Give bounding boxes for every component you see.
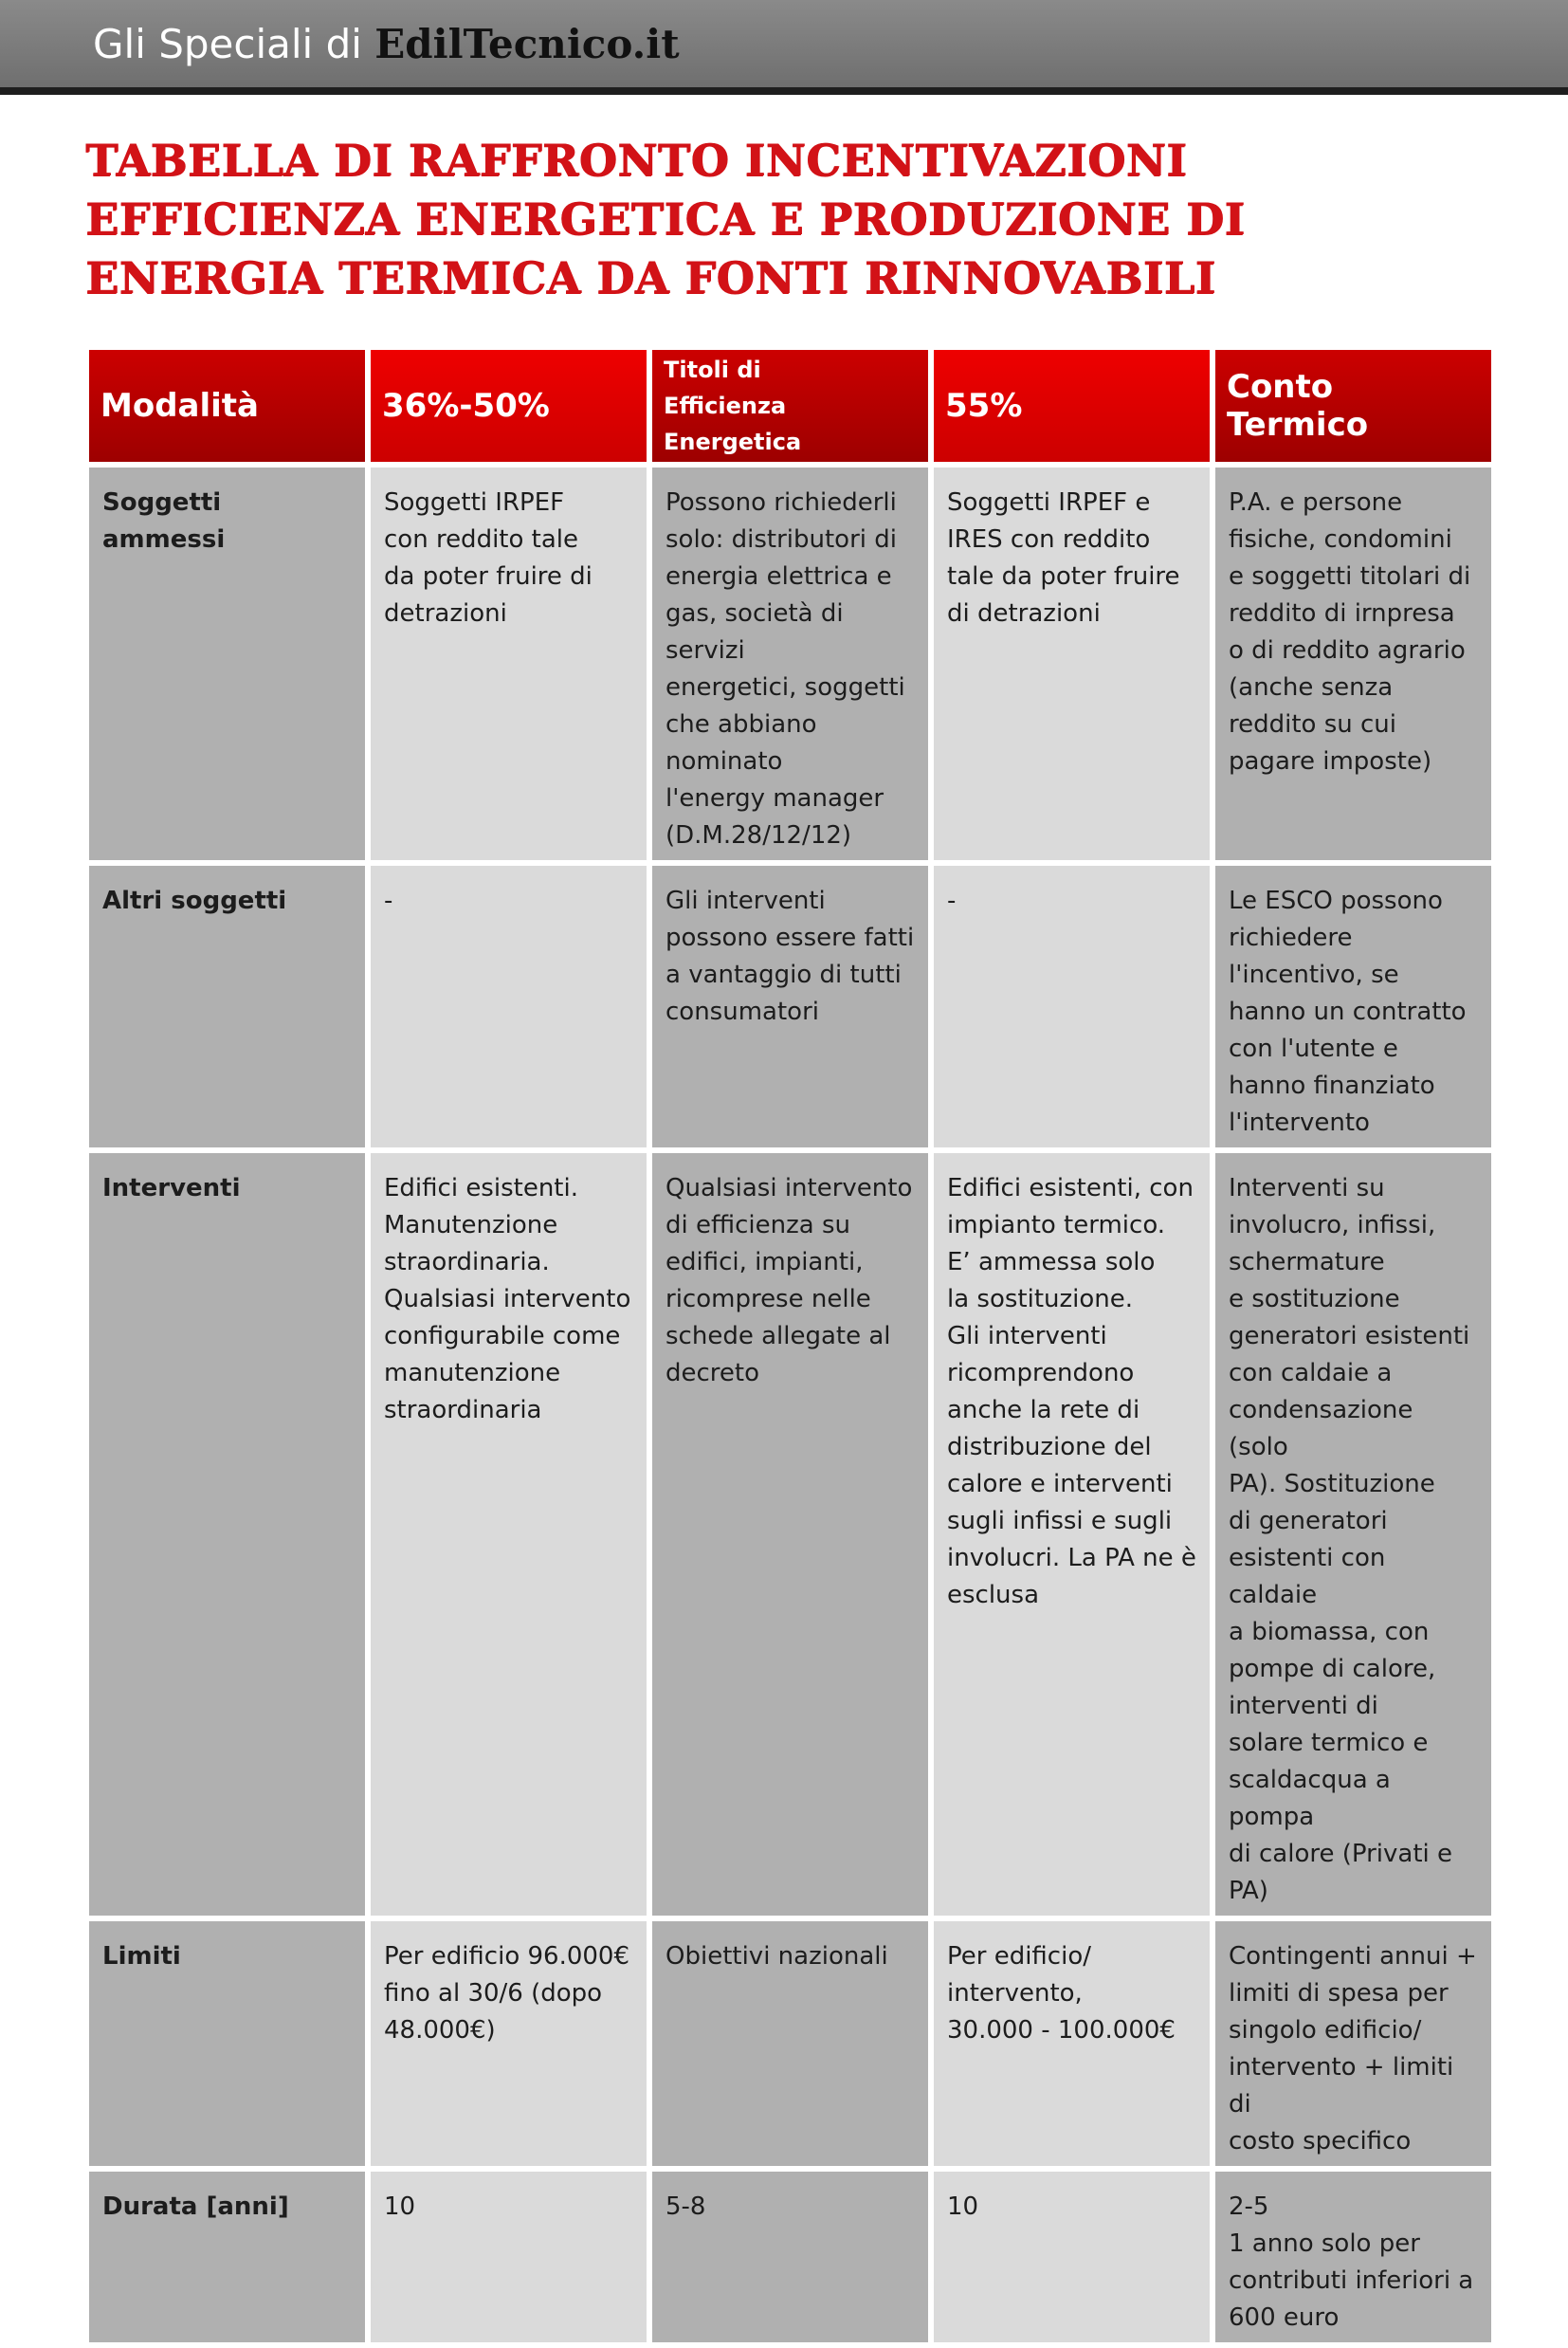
table-row [89,2172,1491,2342]
table-cell: Per edificio/ intervento, 30.000 - 100.000€ [934,1921,1210,2166]
row-label: Durata [anni] [89,2172,365,2342]
brand-prefix: Gli Speciali di [93,21,362,67]
table-row [89,866,1491,1147]
table-cell: Edifici esistenti. Manutenzione straordinaria. Qualsiasi intervento configurabile come manutenzione straordinaria [371,1153,647,1916]
table-cell: 10 [934,2172,1210,2342]
comparison-table [83,342,1497,2348]
header-55: 55% [934,348,1210,462]
table-cell: P.A. e persone fisiche, condomini e soggetti titolari di reddito di irnpresa o di reddito agrario (anche senza reddito su cui pagare imposte) [1215,468,1491,860]
table-cell: Per edificio 96.000€ fino al 30/6 (dopo 48.000€) [371,1921,647,2166]
table-cell: 5-8 [652,2172,928,2342]
brand-name: EdilTecnico.it [374,21,680,67]
table-cell: Soggetti IRPEF con reddito tale da poter fruire di detrazioni [371,468,647,860]
brand-line [93,21,680,67]
header-36-50: 36%-50% [371,348,647,462]
header-modalita: Modalità [89,348,365,462]
row-label: Altri soggetti [89,866,365,1147]
table-cell: 10 [371,2172,647,2342]
table-cell: Gli interventi possono essere fatti a vantaggio di tutti consumatori [652,866,928,1147]
table-row [89,1153,1491,1916]
table-cell: Obiettivi nazionali [652,1921,928,2166]
table-cell: Interventi su involucro, infissi, schermature e sostituzione generatori esistenti con caldaie a condensazione (solo PA). Sostituzione di generatori esistenti con caldaie a biomassa, con pompe di calore, interventi di solare termico e scaldacqua a pompa di calore (Privati e PA) [1215,1153,1491,1916]
table-cell: Soggetti IRPEF e IRES con reddito tale da poter fruire di detrazioni [934,468,1210,860]
row-label: Interventi [89,1153,365,1916]
table-cell: Possono richiederli solo: distributori di energia elettrica e gas, società di servizi energetici, soggetti che abbiano nominato l'energy manager (D.M.28/12/12) [652,468,928,860]
table-row [89,468,1491,860]
table-row [89,1921,1491,2166]
row-label: Limiti [89,1921,365,2166]
table-cell: Qualsiasi intervento di efficienza su edifici, impianti, ricomprese nelle schede allegate al decreto [652,1153,928,1916]
page-title: TABELLA DI RAFFRONTO INCENTIVAZIONI EFFICIENZA ENERGETICA E PRODUZIONE DI ENERGIA TERMICA DA FONTI RINNOVABILI [85,135,1246,303]
table-cell: 2-5 1 anno solo per contributi inferiori a 600 euro [1215,2172,1491,2342]
header-conto-termico: Conto Termico [1215,348,1491,462]
table-header-row [89,348,1491,462]
table-cell: Le ESCO possono richiedere l'incentivo, se hanno un contratto con l'utente e hanno finanziato l'intervento [1215,866,1491,1147]
header-titoli-efficienza: Titoli di Efficienza Energetica [652,348,928,462]
table-cell: Edifici esistenti, con impianto termico. E’ ammessa solo la sostituzione. Gli interventi ricomprendono anche la rete di distribuzione del calore e interventi sugli infissi e sugli involucri. La PA ne è esclusa [934,1153,1210,1916]
table-cell: - [934,866,1210,1147]
row-label: Soggetti ammessi [89,468,365,860]
table-cell: Contingenti annui + limiti di spesa per singolo edificio/ intervento + limiti di costo specifico [1215,1921,1491,2166]
table-cell: - [371,866,647,1147]
page-header [0,0,1568,95]
